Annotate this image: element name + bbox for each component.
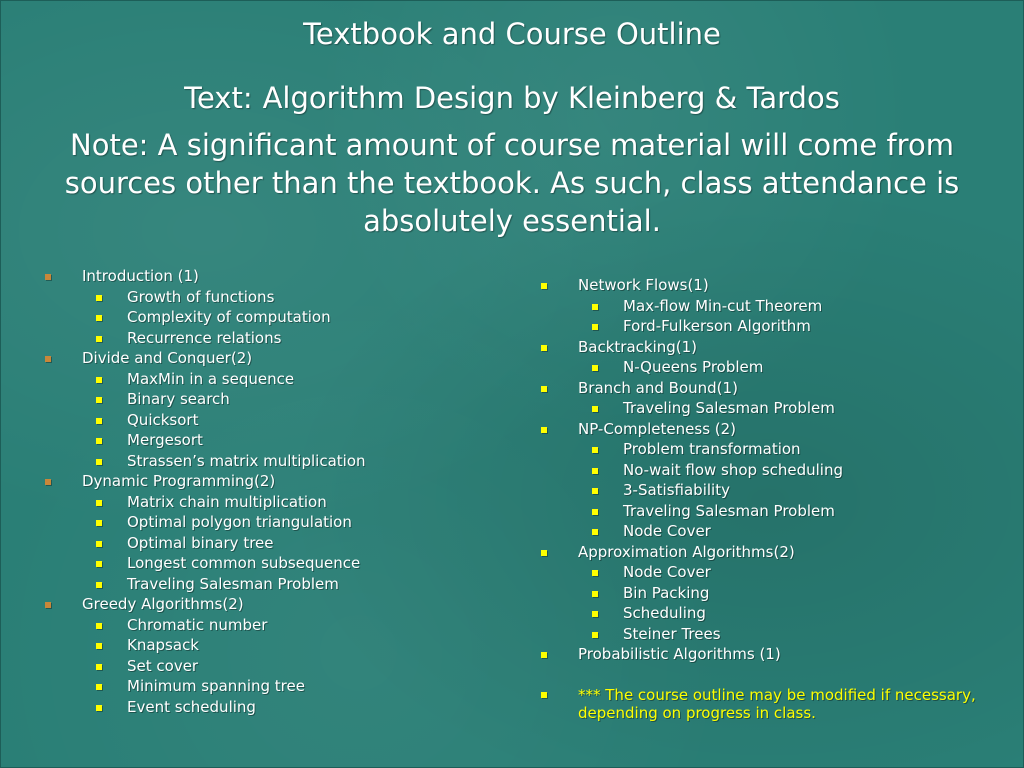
square-bullet-icon bbox=[96, 520, 102, 526]
outline-item-label: Divide and Conquer(2) bbox=[82, 349, 253, 367]
outline-subtopic bbox=[44, 328, 494, 349]
outline-subtopic bbox=[540, 603, 980, 624]
square-bullet-icon bbox=[592, 365, 598, 371]
outline-item-label: Minimum spanning tree bbox=[127, 677, 305, 695]
square-bullet-icon bbox=[592, 324, 598, 330]
outline-subtopic bbox=[540, 398, 980, 419]
outline-list-right bbox=[540, 275, 980, 722]
outline-item-label: Event scheduling bbox=[127, 697, 256, 716]
square-bullet-icon bbox=[541, 652, 547, 658]
square-bullet-icon bbox=[45, 356, 51, 362]
outline-subtopic bbox=[44, 533, 494, 554]
outline-subtopic bbox=[540, 480, 980, 501]
outline-item-label: Branch and Bound(1) bbox=[578, 378, 738, 397]
square-bullet-icon bbox=[96, 336, 102, 342]
outline-topic bbox=[540, 644, 980, 665]
outline-item-label: Dynamic Programming(2) bbox=[82, 472, 276, 490]
outline-item-label: Approximation Algorithms(2) bbox=[578, 542, 795, 561]
square-bullet-icon bbox=[96, 705, 102, 711]
square-bullet-icon bbox=[45, 479, 51, 485]
outline-subtopic bbox=[540, 357, 980, 378]
slide-title: Textbook and Course Outline bbox=[303, 17, 721, 51]
outline-item-label: Node Cover bbox=[623, 563, 711, 581]
outline-item-label: Chromatic number bbox=[127, 615, 268, 634]
outline-item-label: MaxMin in a sequence bbox=[127, 369, 295, 388]
square-bullet-icon bbox=[541, 283, 547, 289]
outline-subtopic bbox=[44, 369, 494, 390]
outline-topic bbox=[44, 471, 494, 492]
outline-subtopic bbox=[540, 562, 980, 583]
outline-subtopic bbox=[540, 521, 980, 542]
outline-subtopic bbox=[44, 574, 494, 595]
outline-subtopic bbox=[44, 656, 494, 677]
outline-subtopic bbox=[540, 624, 980, 645]
square-bullet-icon bbox=[541, 692, 547, 698]
square-bullet-icon bbox=[592, 591, 598, 597]
outline-item-label: Introduction (1) bbox=[82, 267, 199, 285]
outline-footnote bbox=[540, 686, 980, 722]
outline-item-label: Greedy Algorithms(2) bbox=[82, 595, 244, 613]
outline-right-column bbox=[540, 275, 980, 722]
outline-topic bbox=[540, 378, 980, 399]
textbook-title: Algorithm Design by Kleinberg & Tardos bbox=[262, 81, 840, 115]
outline-item-label: NP-Completeness (2) bbox=[578, 419, 737, 438]
outline-item-label: Max-flow Min-cut Theorem bbox=[623, 296, 823, 315]
outline-subtopic bbox=[44, 451, 494, 472]
outline-item-label: N-Queens Problem bbox=[623, 358, 764, 376]
outline-subtopic bbox=[44, 635, 494, 656]
outline-subtopic bbox=[44, 307, 494, 328]
square-bullet-icon bbox=[96, 664, 102, 670]
outline-subtopic bbox=[540, 316, 980, 337]
square-bullet-icon bbox=[96, 438, 102, 444]
square-bullet-icon bbox=[592, 406, 598, 412]
outline-subtopic bbox=[44, 430, 494, 451]
outline-subtopic bbox=[44, 615, 494, 636]
square-bullet-icon bbox=[592, 447, 598, 453]
outline-item-label: Quicksort bbox=[127, 410, 199, 429]
square-bullet-icon bbox=[592, 611, 598, 617]
outline-topic bbox=[540, 337, 980, 358]
square-bullet-icon bbox=[96, 315, 102, 321]
textbook-line bbox=[0, 80, 1024, 116]
square-bullet-icon bbox=[541, 345, 547, 351]
square-bullet-icon bbox=[541, 386, 547, 392]
square-bullet-icon bbox=[541, 550, 547, 556]
square-bullet-icon bbox=[96, 623, 102, 629]
outline-item-label: Optimal polygon triangulation bbox=[127, 513, 352, 531]
outline-item-label: Node Cover bbox=[623, 522, 711, 540]
outline-item-label: Longest common subsequence bbox=[127, 554, 361, 572]
outline-subtopic bbox=[540, 501, 980, 522]
outline-subtopic bbox=[44, 410, 494, 431]
outline-item-label: Set cover bbox=[127, 656, 199, 675]
square-bullet-icon bbox=[96, 459, 102, 465]
outline-subtopic bbox=[44, 492, 494, 513]
outline-topic bbox=[44, 594, 494, 615]
outline-item-label: Mergesort bbox=[127, 431, 203, 449]
square-bullet-icon bbox=[96, 397, 102, 403]
outline-item-label: Scheduling bbox=[623, 604, 706, 622]
outline-item-label: Matrix chain multiplication bbox=[127, 492, 327, 511]
square-bullet-icon bbox=[592, 509, 598, 515]
outline-item-label: No-wait flow shop scheduling bbox=[623, 460, 844, 479]
outline-subtopic bbox=[540, 583, 980, 604]
outline-item-label: Steiner Trees bbox=[623, 624, 721, 643]
textbook-label: Text: bbox=[184, 81, 253, 115]
attendance-note: Note: A significant amount of course material will come from sources other than the textbook. As such, class attendance is absolutely essential. bbox=[64, 128, 960, 238]
square-bullet-icon bbox=[592, 529, 598, 535]
outline-item-label: Binary search bbox=[127, 390, 230, 408]
outline-item-label: Bin Packing bbox=[623, 583, 710, 602]
outline-item-label: Traveling Salesman Problem bbox=[127, 574, 339, 593]
outline-list-left bbox=[44, 266, 494, 717]
outline-subtopic bbox=[44, 287, 494, 308]
outline-subtopic bbox=[540, 296, 980, 317]
outline-subtopic bbox=[44, 389, 494, 410]
square-bullet-icon bbox=[592, 468, 598, 474]
square-bullet-icon bbox=[45, 602, 51, 608]
square-bullet-icon bbox=[96, 500, 102, 506]
outline-subtopic bbox=[540, 460, 980, 481]
outline-item-label: Ford-Fulkerson Algorithm bbox=[623, 317, 811, 335]
square-bullet-icon bbox=[592, 488, 598, 494]
square-bullet-icon bbox=[96, 684, 102, 690]
square-bullet-icon bbox=[45, 274, 51, 280]
square-bullet-icon bbox=[592, 632, 598, 638]
outline-topic bbox=[540, 542, 980, 563]
outline-subtopic bbox=[44, 512, 494, 533]
outline-subtopic bbox=[540, 439, 980, 460]
square-bullet-icon bbox=[96, 643, 102, 649]
outline-subtopic bbox=[44, 697, 494, 718]
outline-subtopic bbox=[44, 676, 494, 697]
square-bullet-icon bbox=[96, 582, 102, 588]
outline-item-label: Complexity of computation bbox=[127, 308, 331, 326]
outline-item-label: 3-Satisfiability bbox=[623, 481, 730, 499]
outline-item-label: Strassen’s matrix multiplication bbox=[127, 451, 366, 470]
outline-item-label: Knapsack bbox=[127, 636, 199, 654]
outline-topic bbox=[540, 419, 980, 440]
square-bullet-icon bbox=[96, 377, 102, 383]
outline-topic bbox=[540, 275, 980, 296]
outline-item-label: Probabilistic Algorithms (1) bbox=[578, 645, 781, 663]
outline-topic bbox=[44, 266, 494, 287]
outline-item-label: Growth of functions bbox=[127, 287, 275, 306]
square-bullet-icon bbox=[96, 295, 102, 301]
outline-left-column bbox=[44, 266, 494, 717]
outline-item-label: Optimal binary tree bbox=[127, 533, 274, 552]
square-bullet-icon bbox=[592, 304, 598, 310]
outline-subtopic bbox=[44, 553, 494, 574]
square-bullet-icon bbox=[96, 418, 102, 424]
outline-item-label: Traveling Salesman Problem bbox=[623, 399, 835, 417]
outline-topic bbox=[44, 348, 494, 369]
square-bullet-icon bbox=[96, 541, 102, 547]
outline-item-label: Recurrence relations bbox=[127, 328, 282, 347]
square-bullet-icon bbox=[541, 427, 547, 433]
outline-item-label: Backtracking(1) bbox=[578, 337, 698, 356]
outline-item-label: Traveling Salesman Problem bbox=[623, 501, 835, 520]
square-bullet-icon bbox=[592, 570, 598, 576]
outline-item-label: *** The course outline may be modified if necessary, depending on progress in class. bbox=[578, 685, 976, 722]
outline-item-label: Network Flows(1) bbox=[578, 276, 709, 294]
square-bullet-icon bbox=[96, 561, 102, 567]
outline-item-label: Problem transformation bbox=[623, 440, 801, 458]
